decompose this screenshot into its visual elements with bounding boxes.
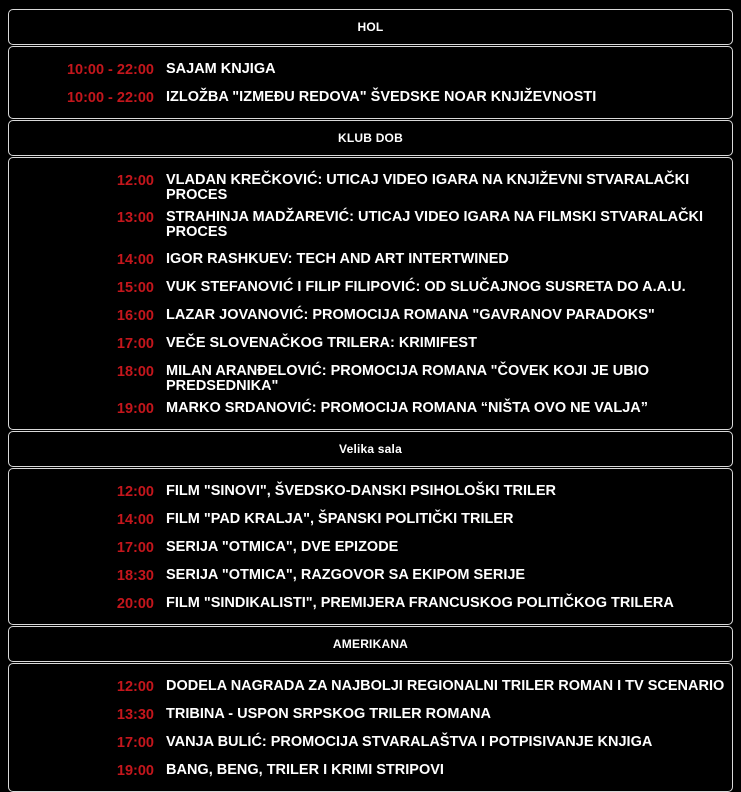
event-row	[9, 672, 732, 700]
event-row	[9, 166, 732, 203]
event-time: 16:00	[116, 308, 154, 324]
event-time: 17:00	[116, 540, 154, 556]
event-title: IGOR RASHKUEV: TECH AND ART INTERTWINED	[166, 251, 509, 267]
event-time: 10:00 - 22:00	[66, 62, 154, 78]
event-time: 13:00	[116, 210, 154, 226]
section-header-velika-sala	[8, 431, 733, 467]
event-time: 18:30	[116, 568, 154, 584]
event-row	[9, 55, 732, 83]
event-row	[9, 477, 732, 505]
event-row	[9, 357, 732, 394]
section-header-klub-dob	[8, 120, 733, 156]
event-row	[9, 589, 732, 617]
event-title: FILM "PAD KRALJA", ŠPANSKI POLITIČKI TRILER	[166, 511, 514, 527]
event-time: 15:00	[116, 280, 154, 296]
event-row	[9, 394, 732, 422]
event-time: 17:00	[116, 735, 154, 751]
event-time: 12:00	[116, 679, 154, 695]
section-title: AMERIKANA	[332, 637, 409, 651]
event-row	[9, 329, 732, 357]
event-title: SERIJA "OTMICA", RAZGOVOR SA EKIPOM SERIJE	[166, 567, 526, 583]
event-row	[9, 245, 732, 273]
event-time: 13:30	[116, 707, 154, 723]
event-time: 10:00 - 22:00	[66, 90, 154, 106]
section-title: HOL	[357, 20, 384, 34]
event-time: 14:00	[116, 512, 154, 528]
event-title: STRAHINJA MADŽAREVIĆ: UTICAJ VIDEO IGARA NA FILMSKI STVARALAČKI PROCES	[166, 209, 704, 240]
event-row	[9, 561, 732, 589]
section-body-klub-dob	[8, 157, 733, 430]
event-title: VANJA BULIĆ: PROMOCIJA STVARALAŠTVA I POTPISIVANJE KNJIGA	[166, 734, 653, 750]
event-time: 14:00	[116, 252, 154, 268]
event-title: FILM "SINDIKALISTI", PREMIJERA FRANCUSKOG POLITIČKOG TRILERA	[166, 595, 674, 611]
section-title: Velika sala	[339, 442, 402, 456]
section-header-amerikana	[8, 626, 733, 662]
event-row	[9, 83, 732, 111]
event-time: 19:00	[116, 763, 154, 779]
event-title: MILAN ARANĐELOVIĆ: PROMOCIJA ROMANA "ČOVEK KOJI JE UBIO PREDSEDNIKA"	[166, 363, 649, 394]
event-title: BANG, BENG, TRILER I KRIMI STRIPOVI	[166, 762, 444, 778]
event-title: LAZAR JOVANOVIĆ: PROMOCIJA ROMANA "GAVRANOV PARADOKS"	[166, 307, 655, 323]
event-time: 18:00	[116, 364, 154, 380]
event-time: 17:00	[116, 336, 154, 352]
event-title: TRIBINA - USPON SRPSKOG TRILER ROMANA	[166, 706, 491, 722]
event-title: SERIJA "OTMICA", DVE EPIZODE	[166, 539, 399, 555]
section-body-hol	[8, 46, 733, 119]
event-row	[9, 301, 732, 329]
event-title: IZLOŽBA "IZMEĐU REDOVA" ŠVEDSKE NOAR KNJIŽEVNOSTI	[166, 89, 597, 105]
event-row	[9, 505, 732, 533]
event-title: VLADAN KREČKOVIĆ: UTICAJ VIDEO IGARA NA KNJIŽEVNI STVARALAČKI PROCES	[166, 172, 690, 203]
event-time: 12:00	[116, 173, 154, 189]
event-row	[9, 203, 732, 245]
event-time: 19:00	[116, 401, 154, 417]
event-title: FILM "SINOVI", ŠVEDSKO-DANSKI PSIHOLOŠKI TRILER	[166, 483, 556, 499]
event-title: VEČE SLOVENAČKOG TRILERA: KRIMIFEST	[166, 335, 477, 351]
section-body-velika-sala	[8, 468, 733, 625]
event-title: VUK STEFANOVIĆ I FILIP FILIPOVIĆ: OD SLUČAJNOG SUSRETA DO A.A.U.	[166, 279, 686, 295]
event-row	[9, 728, 732, 756]
event-title: DODELA NAGRADA ZA NAJBOLJI REGIONALNI TRILER ROMAN I TV SCENARIO	[166, 678, 725, 694]
event-row	[9, 273, 732, 301]
event-title: MARKO SRDANOVIĆ: PROMOCIJA ROMANA “NIŠTA OVO NE VALJA”	[166, 400, 649, 416]
event-row	[9, 533, 732, 561]
event-time: 20:00	[116, 596, 154, 612]
event-row	[9, 756, 732, 784]
event-time: 12:00	[116, 484, 154, 500]
section-body-amerikana	[8, 663, 733, 792]
event-title: SAJAM KNJIGA	[166, 61, 276, 77]
event-row	[9, 700, 732, 728]
section-title: KLUB DOB	[338, 131, 403, 145]
section-header-hol	[8, 9, 733, 45]
